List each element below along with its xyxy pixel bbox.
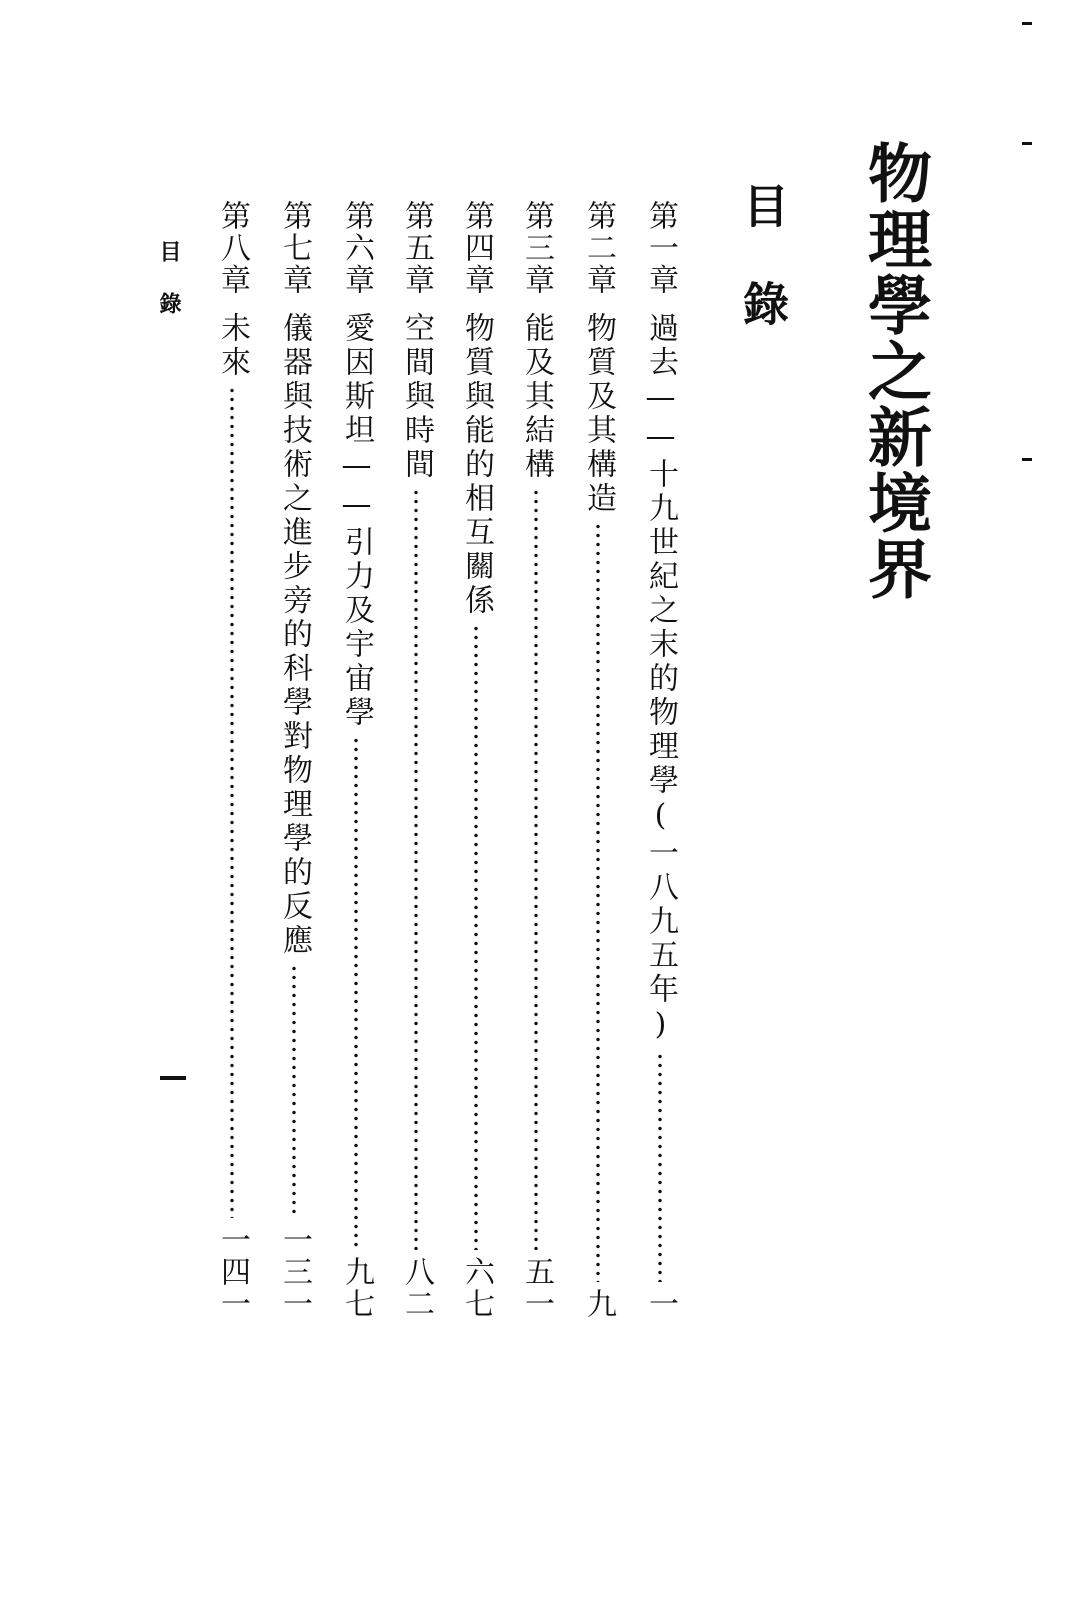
edge-mark	[1022, 458, 1032, 461]
edge-mark	[1022, 22, 1032, 25]
chapter-number: 第四章	[459, 200, 494, 296]
toc-entry	[642, 200, 678, 1320]
page-number: 九	[581, 1288, 616, 1320]
chapter-number: 第三章	[519, 200, 554, 296]
toc-entry	[276, 200, 312, 1320]
page-number: 六七	[459, 1256, 494, 1320]
toc-entry	[214, 200, 250, 1320]
toc-entry	[398, 200, 434, 1320]
chapter-title: 儀器與技術之進步旁的科學對物理學的反應	[277, 312, 312, 958]
chapter-title: 愛因斯坦——引力及宇宙學	[339, 312, 374, 730]
page-number: 五一	[519, 1256, 554, 1320]
chapter-title: 未來	[215, 312, 250, 380]
chapter-title: 空間與時間	[399, 312, 434, 482]
chapter-number: 第八章	[215, 200, 250, 296]
toc-entry	[458, 200, 494, 1320]
dot-leader	[595, 522, 601, 1282]
toc-entry	[518, 200, 554, 1320]
edge-mark	[1022, 142, 1032, 145]
chapter-title: 過去——十九世紀之末的物理學(一八九五年)	[643, 312, 678, 1046]
dot-leader	[657, 1052, 663, 1282]
dot-leader	[473, 624, 479, 1250]
toc-entry	[580, 200, 616, 1320]
chapter-title: 物質與能的相互關係	[459, 312, 494, 618]
chapter-number: 第七章	[277, 200, 312, 296]
chapter-number: 第五章	[399, 200, 434, 296]
chapter-title: 物質及其構造	[581, 312, 616, 516]
page-number: 一	[643, 1288, 678, 1320]
page-number: 八二	[399, 1256, 434, 1320]
dot-leader	[291, 964, 297, 1218]
folio-mark	[160, 1076, 186, 1080]
contents-heading: 目錄	[736, 182, 790, 378]
dot-leader	[533, 488, 539, 1250]
running-head: 目錄	[156, 240, 182, 344]
toc-entry	[338, 200, 374, 1320]
dot-leader	[413, 488, 419, 1250]
book-title: 物理學之新境界	[857, 140, 932, 602]
chapter-number: 第二章	[581, 200, 616, 296]
page-number: 一三一	[277, 1224, 312, 1320]
chapter-title: 能及其結構	[519, 312, 554, 482]
chapter-number: 第六章	[339, 200, 374, 296]
page-number: 九七	[339, 1256, 374, 1320]
chapter-number: 第一章	[643, 200, 678, 296]
dot-leader	[229, 386, 235, 1218]
page-number: 一四一	[215, 1224, 250, 1320]
dot-leader	[353, 736, 359, 1250]
